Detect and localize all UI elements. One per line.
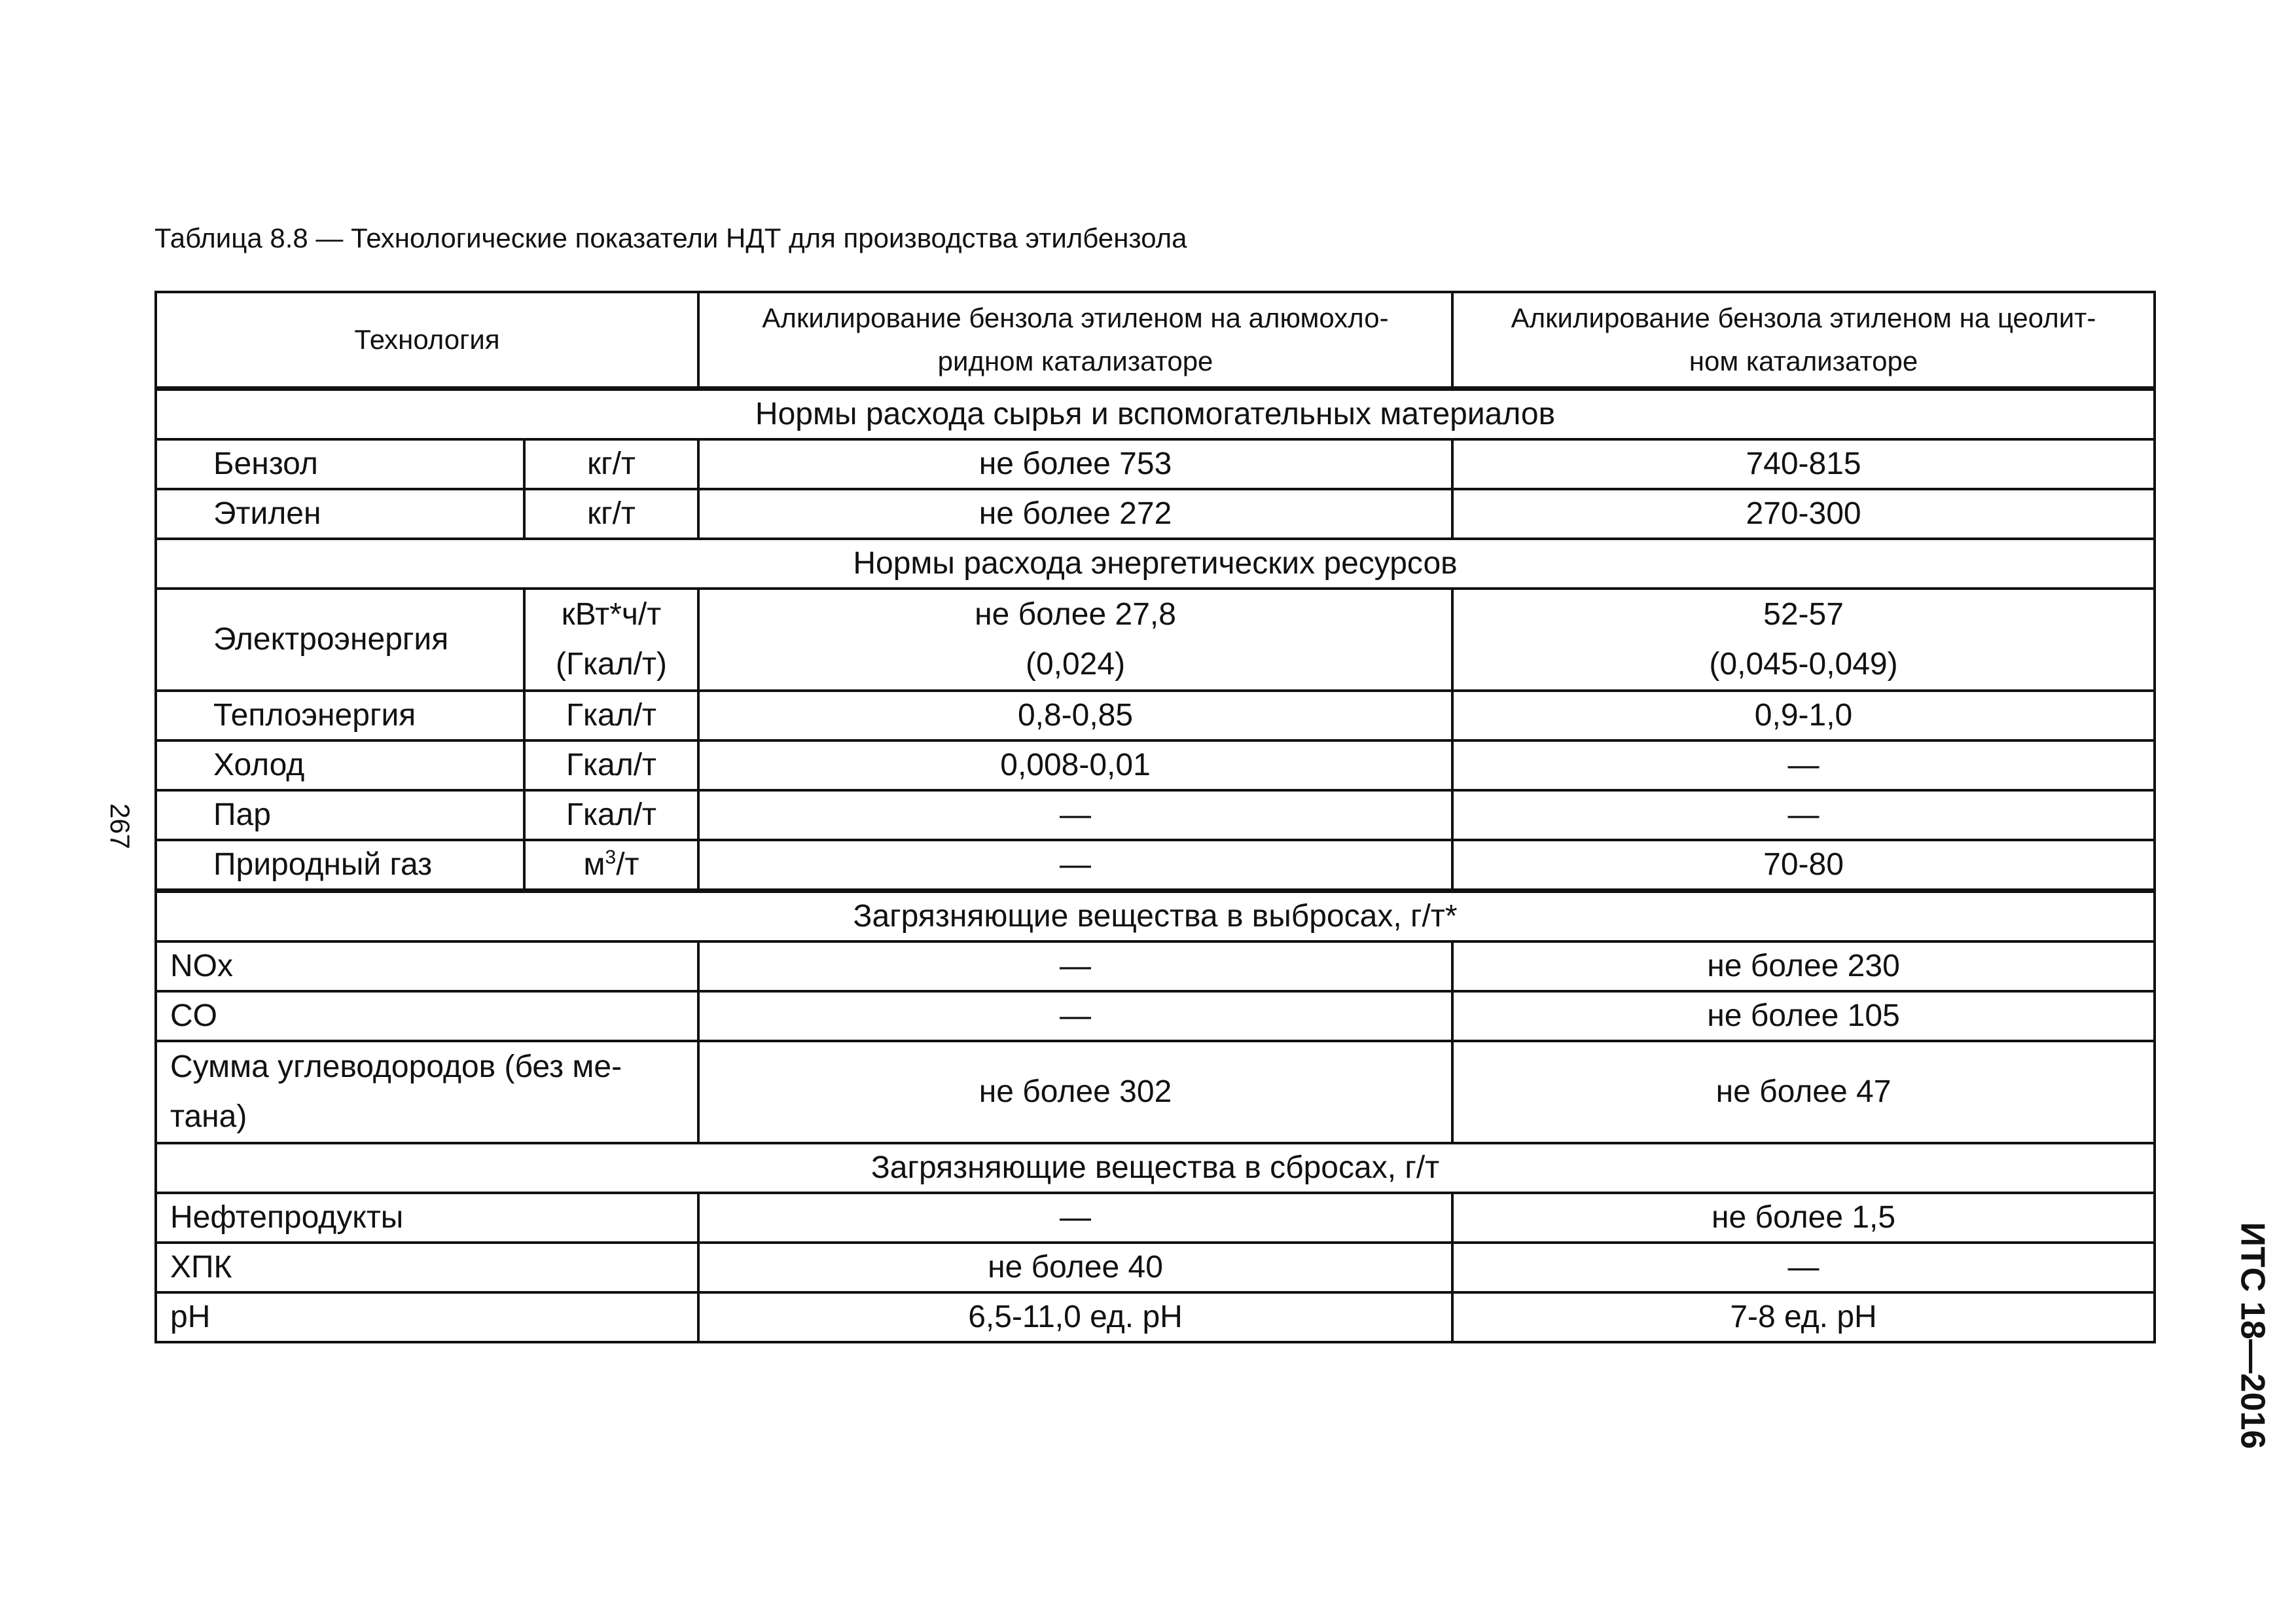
section-discharges: Загрязняющие вещества в сбросах, г/т: [156, 1143, 2155, 1193]
row-name: рН: [156, 1292, 698, 1342]
row-value-col1: 0,8-0,85: [698, 691, 1452, 740]
row-name: Нефтепродукты: [156, 1193, 698, 1243]
row-unit: Гкал/т: [524, 691, 698, 740]
row-value-col1: —: [698, 991, 1452, 1041]
table-row: [156, 691, 2155, 740]
header-technology: Технология: [156, 292, 698, 389]
row-unit: Гкал/т: [524, 740, 698, 790]
unit-base: м: [583, 847, 605, 882]
section-raw-materials: Нормы расхода сырья и вспомогательных материалов: [156, 389, 2155, 440]
row-value-col1: 0,008-0,01: [698, 740, 1452, 790]
row-value-col2: 740-815: [1452, 439, 2155, 489]
section-row: [156, 539, 2155, 589]
section-row: [156, 389, 2155, 440]
row-value-col2: 70-80: [1452, 840, 2155, 891]
row-value-col1: не более 40: [698, 1243, 1452, 1292]
table-row: [156, 1041, 2155, 1143]
row-name: Теплоэнергия: [156, 691, 524, 740]
unit-line2: (Гкал/т): [555, 647, 668, 682]
row-value-col2: не более 47: [1452, 1041, 2155, 1143]
value-line1: не более 27,8: [975, 597, 1176, 632]
row-value-col2: не более 1,5: [1452, 1193, 2155, 1243]
row-value-col2: не более 230: [1452, 941, 2155, 991]
header-aluminum-chloride: [698, 292, 1452, 389]
row-value-col1: не более 753: [698, 439, 1452, 489]
row-value-col1: —: [698, 840, 1452, 891]
row-unit: кг/т: [524, 439, 698, 489]
table-row: [156, 439, 2155, 489]
header-col1-line2: ридном катализаторе: [937, 346, 1213, 376]
unit-superscript: 3: [605, 847, 617, 868]
row-value-col1: —: [698, 1193, 1452, 1243]
value-line2: (0,045-0,049): [1709, 647, 1898, 682]
row-name: ХПК: [156, 1243, 698, 1292]
row-unit: кг/т: [524, 489, 698, 539]
row-unit: [524, 840, 698, 891]
row-name: CO: [156, 991, 698, 1041]
row-value-col1: не более 302: [698, 1041, 1452, 1143]
table-row: [156, 790, 2155, 840]
row-value-col2: —: [1452, 1243, 2155, 1292]
header-col2-line1: Алкилирование бензола этиленом на цеолит-: [1511, 302, 2096, 333]
row-name: Холод: [156, 740, 524, 790]
row-value-col2: —: [1452, 740, 2155, 790]
value-line1: 52-57: [1763, 597, 1844, 632]
document-id: ИТС 18—2016: [2233, 1222, 2272, 1450]
section-row: [156, 1143, 2155, 1193]
row-unit: Гкал/т: [524, 790, 698, 840]
header-zeolite: [1452, 292, 2155, 389]
row-value-col2: 7-8 ед. рН: [1452, 1292, 2155, 1342]
table-row: [156, 941, 2155, 991]
table-row: [156, 1193, 2155, 1243]
section-emissions: Загрязняющие вещества в выбросах, г/т*: [156, 891, 2155, 942]
section-energy: Нормы расхода энергетических ресурсов: [156, 539, 2155, 589]
row-unit: [524, 589, 698, 691]
row-name: Электроэнергия: [156, 589, 524, 691]
row-name: NOx: [156, 941, 698, 991]
name-line1: Сумма углеводородов (без ме-: [170, 1049, 622, 1084]
row-value-col2: не более 105: [1452, 991, 2155, 1041]
value-line2: (0,024): [1025, 647, 1126, 682]
row-value-col2: —: [1452, 790, 2155, 840]
bat-indicators-table: [154, 291, 2156, 1343]
table-row: [156, 991, 2155, 1041]
unit-line1: кВт*ч/т: [561, 597, 662, 632]
table-caption: Таблица 8.8 — Технологические показатели НДТ для производства этилбензола: [154, 223, 1187, 253]
row-value-col2: [1452, 589, 2155, 691]
table-row: [156, 740, 2155, 790]
row-value-col1: —: [698, 941, 1452, 991]
table-row: [156, 489, 2155, 539]
unit-tail: /т: [616, 847, 639, 882]
row-name: Природный газ: [156, 840, 524, 891]
row-name: Бензол: [156, 439, 524, 489]
table-row: [156, 1243, 2155, 1292]
page-number: 267: [105, 803, 136, 850]
table-row: [156, 1292, 2155, 1342]
name-line2: тана): [170, 1099, 247, 1134]
row-value-col2: 270-300: [1452, 489, 2155, 539]
row-value-col1: [698, 589, 1452, 691]
row-name: Этилен: [156, 489, 524, 539]
table-header-row: [156, 292, 2155, 389]
table-row: [156, 589, 2155, 691]
row-value-col2: 0,9-1,0: [1452, 691, 2155, 740]
row-name: Пар: [156, 790, 524, 840]
header-col1-line1: Алкилирование бензола этиленом на алюмохло-: [762, 302, 1389, 333]
row-name: [156, 1041, 698, 1143]
header-col2-line2: ном катализаторе: [1689, 346, 1918, 376]
row-value-col1: —: [698, 790, 1452, 840]
table-row: [156, 840, 2155, 891]
row-value-col1: не более 272: [698, 489, 1452, 539]
section-row: [156, 891, 2155, 942]
row-value-col1: 6,5-11,0 ед. рН: [698, 1292, 1452, 1342]
